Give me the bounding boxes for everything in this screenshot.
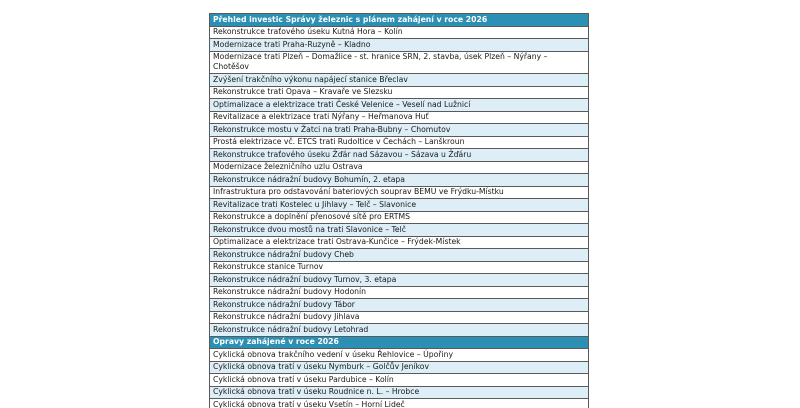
table-cell: Cyklická obnova tratí v úseku Roudnice n. L. – Hrobce xyxy=(210,386,589,399)
table-row xyxy=(210,249,589,262)
table-row xyxy=(210,299,589,312)
table-row xyxy=(210,51,589,74)
table-row xyxy=(210,261,589,274)
table-row xyxy=(210,386,589,399)
table-cell: Cyklická obnova tratí v úseku Nymburk – Golčův Jeníkov xyxy=(210,361,589,374)
investment-table xyxy=(209,13,589,408)
table-cell: Infrastruktura pro odstavování bateriových souprav BEMU ve Frýdku-Místku xyxy=(210,186,589,199)
table-row xyxy=(210,311,589,324)
table-cell: Cyklická obnova tratí v úseku Vsetín – Horní Lideč xyxy=(210,399,589,408)
table-cell: Rekonstrukce stanice Turnov xyxy=(210,261,589,274)
table-row xyxy=(210,199,589,212)
table-cell: Rekonstrukce mostu v Žatci na trati Praha-Bubny – Chomutov xyxy=(210,124,589,137)
table-row xyxy=(210,111,589,124)
table-row xyxy=(210,26,589,39)
table-cell: Modernizace trati Praha-Ruzyně – Kladno xyxy=(210,39,589,52)
table-cell: Revitalizace a elektrizace trati Nýřany – Heřmanova Huť xyxy=(210,111,589,124)
table-cell: Rekonstrukce nádražní budovy Turnov, 3. etapa xyxy=(210,274,589,287)
table-row xyxy=(210,86,589,99)
table-row xyxy=(210,136,589,149)
table-cell: Rekonstrukce nádražní budovy Jihlava xyxy=(210,311,589,324)
table-cell: Optimalizace a elektrizace trati České Velenice – Veselí nad Lužnicí xyxy=(210,99,589,112)
table-cell: Cyklická obnova tratí v úseku Pardubice – Kolín xyxy=(210,374,589,387)
table-cell: Modernizace železničního uzlu Ostrava xyxy=(210,161,589,174)
table-cell: Rekonstrukce a doplnění přenosové sítě pro ERTMS xyxy=(210,211,589,224)
table-row xyxy=(210,361,589,374)
table-row xyxy=(210,374,589,387)
table-row xyxy=(210,399,589,408)
table-cell: Rekonstrukce nádražní budovy Letohrad xyxy=(210,324,589,337)
section-header-cell: Přehled investic Správy železnic s plánem zahájení v roce 2026 xyxy=(210,14,589,27)
table-cell: Modernizace trati Plzeň – Domažlice - st. hranice SRN, 2. stavba, úsek Plzeň – Nýřany – Chotěšov xyxy=(210,51,589,74)
section-header-investments xyxy=(210,14,589,27)
table-row xyxy=(210,286,589,299)
table-row xyxy=(210,149,589,162)
table-cell: Rekonstrukce traťového úseku Kutná Hora – Kolín xyxy=(210,26,589,39)
table-cell: Rekonstrukce traťového úseku Žďár nad Sázavou – Sázava u Žďáru xyxy=(210,149,589,162)
table-cell: Rekonstrukce nádražní budovy Bohumín, 2. etapa xyxy=(210,174,589,187)
table-row xyxy=(210,349,589,362)
table-cell: Zvýšení trakčního výkonu napájecí stanice Břeclav xyxy=(210,74,589,87)
table-row xyxy=(210,74,589,87)
table-cell: Rekonstrukce dvou mostů na trati Slavonice – Telč xyxy=(210,224,589,237)
table-row xyxy=(210,274,589,287)
table-row xyxy=(210,211,589,224)
table-row xyxy=(210,186,589,199)
table-row xyxy=(210,39,589,52)
table-cell: Revitalizace trati Kostelec u Jihlavy – Telč – Slavonice xyxy=(210,199,589,212)
section-header-cell: Opravy zahájené v roce 2026 xyxy=(210,336,589,349)
table-row xyxy=(210,124,589,137)
table-cell: Rekonstrukce nádražní budovy Hodonín xyxy=(210,286,589,299)
table-cell: Optimalizace a elektrizace trati Ostrava-Kunčice – Frýdek-Místek xyxy=(210,236,589,249)
table-cell: Cyklická obnova trakčního vedení v úseku Řehlovice – Úpořiny xyxy=(210,349,589,362)
table-row xyxy=(210,224,589,237)
table-row xyxy=(210,174,589,187)
table-cell: Rekonstrukce nádražní budovy Cheb xyxy=(210,249,589,262)
section-header-repairs xyxy=(210,336,589,349)
table-cell: Rekonstrukce trati Opava – Kravaře ve Slezsku xyxy=(210,86,589,99)
table-row xyxy=(210,236,589,249)
table-cell: Rekonstrukce nádražní budovy Tábor xyxy=(210,299,589,312)
table-row xyxy=(210,161,589,174)
table-row xyxy=(210,99,589,112)
table-cell: Prostá elektrizace vč. ETCS trati Rudoltice v Čechách – Lanškroun xyxy=(210,136,589,149)
table-row xyxy=(210,324,589,337)
